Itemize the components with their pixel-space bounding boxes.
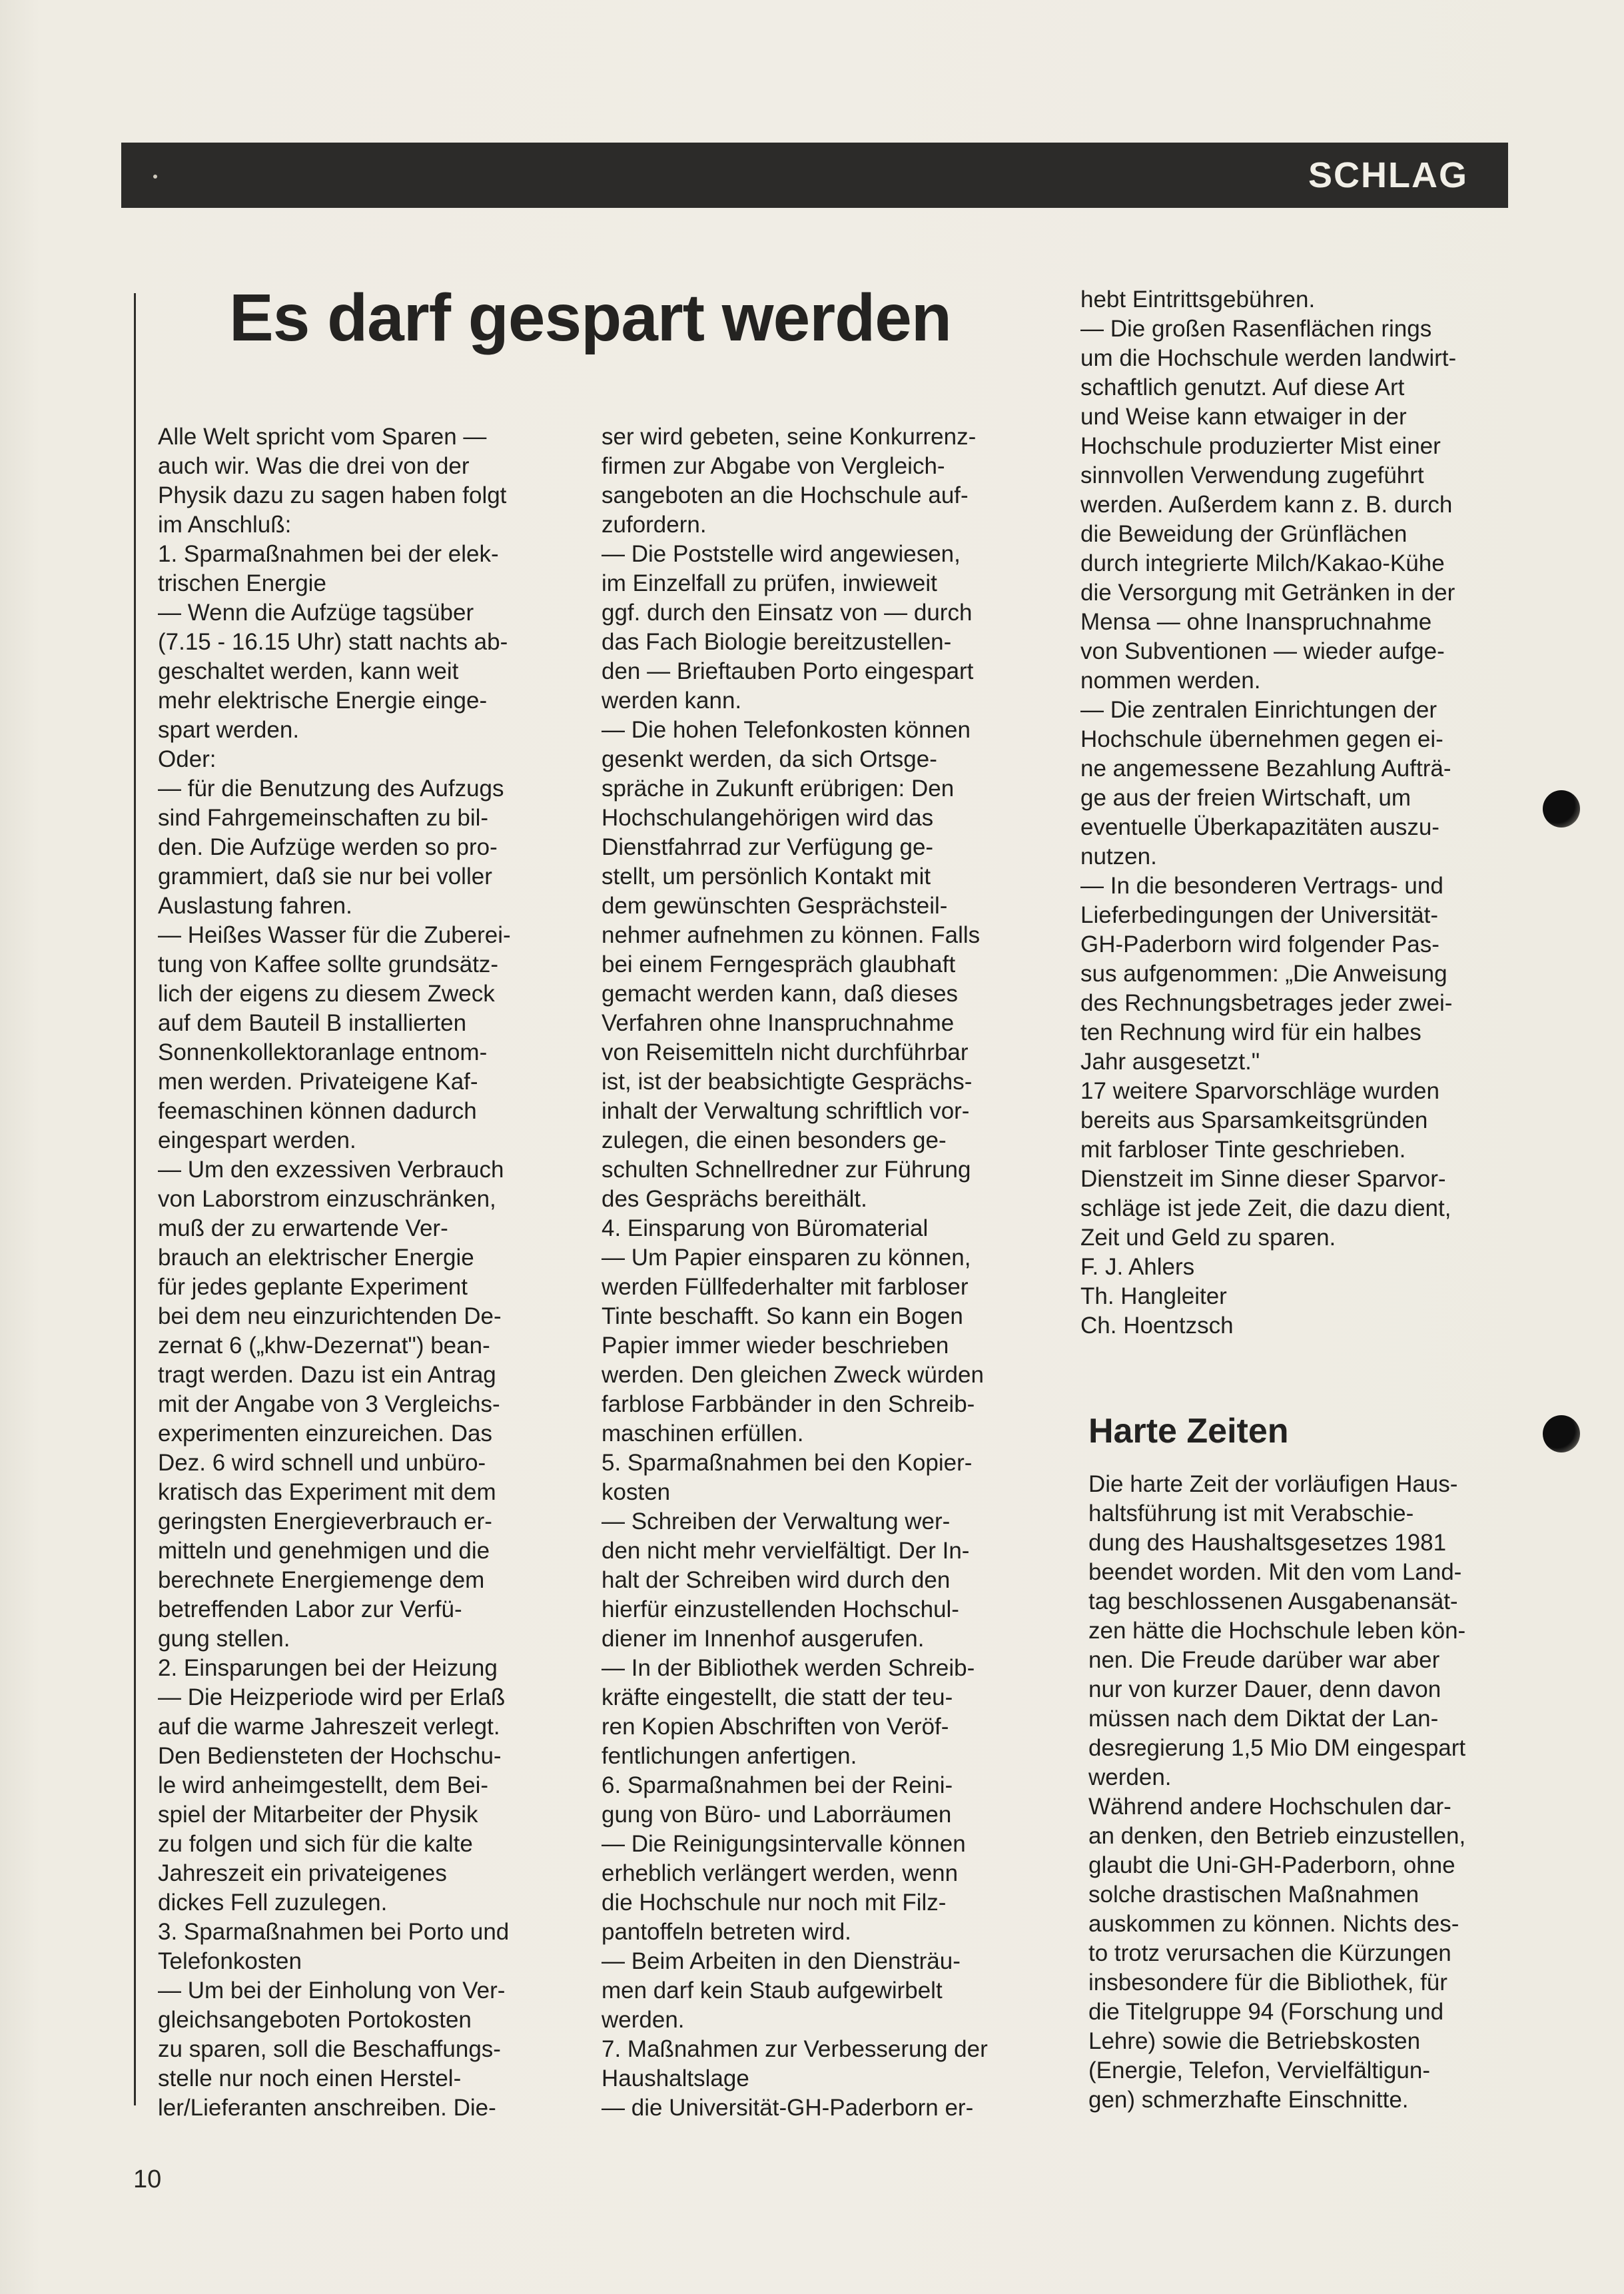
text-line: Oder: [158, 746, 216, 772]
article-headline: Es darf gespart werden [229, 281, 951, 355]
text-line: 7. Maßnahmen zur Verbesserung der [602, 2036, 988, 2062]
text-line: feemaschinen können dadurch [158, 1098, 477, 1124]
text-line: firmen zur Abgabe von Vergleich- [602, 453, 945, 479]
text-line: — In der Bibliothek werden Schreib- [602, 1655, 975, 1681]
text-line: sinnvollen Verwendung zugeführt [1080, 462, 1424, 488]
text-line: gesenkt werden, da sich Ortsge- [602, 746, 937, 772]
text-line: für jedes geplante Experiment [158, 1274, 468, 1300]
text-line: pantoffeln betreten wird. [602, 1919, 851, 1945]
text-line: — Die zentralen Einrichtungen der [1080, 697, 1437, 723]
text-line: 4. Einsparung von Büromaterial [602, 1215, 929, 1241]
text-line: solche drastischen Maßnahmen [1088, 1882, 1420, 1908]
text-line: mit der Angabe von 3 Vergleichs- [158, 1391, 500, 1417]
text-line: eventuelle Überkapazitäten auszu- [1080, 814, 1439, 840]
text-line: Dez. 6 wird schnell und unbüro- [158, 1450, 486, 1476]
text-line: das Fach Biologie bereitzustellen- [602, 629, 952, 655]
text-line: — für die Benutzung des Aufzugs [158, 776, 504, 802]
text-line: muß der zu erwartende Ver- [158, 1215, 448, 1241]
text-line: gen) schmerzhafte Einschnitte. [1088, 2087, 1409, 2113]
text-line: — Die großen Rasenflächen rings [1080, 316, 1432, 342]
text-line: zu sparen, soll die Beschaffungs- [158, 2036, 501, 2062]
text-line: im Einzelfall zu prüfen, inwieweit [602, 570, 937, 596]
text-line: auskommen zu können. Nichts des- [1088, 1911, 1459, 1937]
text-line: zu folgen und sich für die kalte [158, 1831, 473, 1857]
text-line: — Um den exzessiven Verbrauch [158, 1157, 504, 1183]
text-line: des Rechnungsbetrages jeder zwei- [1080, 990, 1453, 1016]
text-line: ge aus der freien Wirtschaft, um [1080, 785, 1412, 811]
text-line: hebt Eintrittsgebühren. [1080, 287, 1316, 312]
left-column-rule [134, 293, 136, 2105]
text-line: von Subventionen — wieder aufge- [1080, 638, 1445, 664]
text-line: maschinen erfüllen. [602, 1421, 804, 1446]
text-line: Mensa — ohne Inanspruchnahme [1080, 609, 1432, 635]
text-line: ten Rechnung wird für ein halbes [1080, 1019, 1421, 1045]
text-line: fentlichungen anfertigen. [602, 1743, 857, 1769]
text-line: hierfür einzustellenden Hochschul- [602, 1596, 959, 1622]
text-line: 2. Einsparungen bei der Heizung [158, 1655, 498, 1681]
text-line: zulegen, die einen besonders ge- [602, 1127, 947, 1153]
text-line: insbesondere für die Bibliothek, für [1088, 1970, 1447, 1996]
text-line: Tinte beschafft. So kann ein Bogen [602, 1303, 963, 1329]
text-line: sus aufgenommen: „Die Anweisung [1080, 961, 1447, 987]
text-line: gung stellen. [158, 1626, 290, 1652]
text-line: kratisch das Experiment mit dem [158, 1479, 496, 1505]
text-line: dem gewünschten Gesprächsteil- [602, 893, 948, 919]
text-line: nehmer aufnehmen zu können. Falls [602, 922, 981, 948]
text-line: dickes Fell zuzulegen. [158, 1890, 388, 1916]
text-line: Physik dazu zu sagen haben folgt [158, 482, 507, 508]
text-line: ler/Lieferanten anschreiben. Die- [158, 2095, 496, 2121]
text-line: 6. Sparmaßnahmen bei der Reini- [602, 1772, 953, 1798]
text-line: — Um bei der Einholung von Ver- [158, 1978, 506, 2004]
text-line: werden. Außerdem kann z. B. durch [1080, 492, 1453, 518]
text-line: ser wird gebeten, seine Konkurrenz- [602, 424, 977, 450]
text-line: von Laborstrom einzuschränken, [158, 1186, 496, 1212]
text-line: — Die hohen Telefonkosten können [602, 717, 971, 743]
text-line: (7.15 - 16.15 Uhr) statt nachts ab- [158, 629, 508, 655]
text-line: — Die Poststelle wird angewiesen, [602, 541, 961, 567]
text-line: grammiert, daß sie nur bei voller [158, 863, 492, 889]
text-line: Während andere Hochschulen dar- [1088, 1794, 1451, 1820]
article-column-2 [602, 422, 1034, 2123]
text-line: Die harte Zeit der vorläufigen Haus- [1088, 1471, 1458, 1497]
sidebar-text [1088, 1470, 1521, 2115]
text-line: 5. Sparmaßnahmen bei den Kopier- [602, 1450, 973, 1476]
text-line: des Gesprächs bereithält. [602, 1186, 867, 1212]
text-line: to trotz verursachen die Kürzungen [1088, 1940, 1451, 1966]
text-line: Hochschule übernehmen gegen ei- [1080, 726, 1443, 752]
text-line: 1. Sparmaßnahmen bei der elek- [158, 541, 499, 567]
text-line: Lehre) sowie die Betriebskosten [1088, 2028, 1421, 2054]
text-line: geringsten Energieverbrauch er- [158, 1508, 492, 1534]
section-header-bar [121, 143, 1508, 208]
text-line: spart werden. [158, 717, 300, 743]
text-line: werden kann. [602, 688, 742, 714]
text-line: farblose Farbbänder in den Schreib- [602, 1391, 975, 1417]
text-line: Den Bediensteten der Hochschu- [158, 1743, 502, 1769]
text-line: Alle Welt spricht vom Sparen — [158, 424, 487, 450]
text-line: werden. [1088, 1764, 1172, 1790]
text-line: kosten [602, 1479, 671, 1505]
text-line: Th. Hangleiter [1080, 1283, 1227, 1309]
text-line: bereits aus Sparsamkeitsgründen [1080, 1107, 1428, 1133]
text-line: Jahr ausgesetzt." [1080, 1049, 1260, 1075]
text-line: den. Die Aufzüge werden so pro- [158, 834, 498, 860]
text-line: Haushaltslage [602, 2065, 749, 2091]
text-line: le wird anheimgestellt, dem Bei- [158, 1772, 489, 1798]
text-line: spräche in Zukunft erübrigen: Den [602, 776, 955, 802]
text-line: glaubt die Uni-GH-Paderborn, ohne [1088, 1852, 1455, 1878]
text-line: Lieferbedingungen der Universität- [1080, 902, 1438, 928]
text-line: tag beschlossenen Ausgabenansät- [1088, 1588, 1458, 1614]
text-line: tragt werden. Dazu ist ein Antrag [158, 1362, 496, 1388]
text-line: inhalt der Verwaltung schriftlich vor- [602, 1098, 970, 1124]
text-line: Telefonkosten [158, 1948, 302, 1974]
text-line: — die Universität-GH-Paderborn er- [602, 2095, 974, 2121]
text-line: 3. Sparmaßnahmen bei Porto und [158, 1919, 510, 1945]
text-line: men darf kein Staub aufgewirbelt [602, 1978, 943, 2004]
text-line: — Heißes Wasser für die Zuberei- [158, 922, 511, 948]
text-line: schulten Schnellredner zur Führung [602, 1157, 971, 1183]
text-line: sind Fahrgemeinschaften zu bil- [158, 805, 489, 831]
text-line: ne angemessene Bezahlung Aufträ- [1080, 756, 1451, 782]
text-line: nur von kurzer Dauer, denn davon [1088, 1676, 1441, 1702]
text-line: gung von Büro- und Laborräumen [602, 1802, 952, 1828]
text-line: bei einem Ferngespräch glaubhaft [602, 951, 956, 977]
text-line: Verfahren ohne Inanspruchnahme [602, 1010, 955, 1036]
text-line: — Beim Arbeiten in den Diensträu- [602, 1948, 961, 1974]
punch-hole-icon [1543, 790, 1580, 828]
text-line: experimenten einzureichen. Das [158, 1421, 492, 1446]
text-line: mehr elektrische Energie einge- [158, 688, 488, 714]
text-line: auf die warme Jahreszeit verlegt. [158, 1714, 500, 1740]
text-line: trischen Energie [158, 570, 326, 596]
text-line: bei dem neu einzurichtenden De- [158, 1303, 502, 1329]
text-line: auch wir. Was die drei von der [158, 453, 470, 479]
text-line: lich der eigens zu diesem Zweck [158, 981, 495, 1007]
header-dot-icon [153, 175, 157, 179]
text-line: berechnete Energiemenge dem [158, 1567, 485, 1593]
text-line: sangeboten an die Hochschule auf- [602, 482, 969, 508]
text-line: ggf. durch den Einsatz von — durch [602, 600, 973, 626]
text-line: kräfte eingestellt, die statt der teu- [602, 1684, 953, 1710]
text-line: die Versorgung mit Getränken in der [1080, 580, 1455, 606]
text-line: diener im Innenhof ausgerufen. [602, 1626, 925, 1652]
text-line: Jahreszeit ein privateigenes [158, 1860, 447, 1886]
article-column-1 [158, 422, 551, 2123]
text-line: — Schreiben der Verwaltung wer- [602, 1508, 951, 1534]
text-line: Sonnenkollektoranlage entnom- [158, 1039, 488, 1065]
text-line: mit farbloser Tinte geschrieben. [1080, 1137, 1406, 1163]
text-line: zen hätte die Hochschule leben kön- [1088, 1618, 1466, 1644]
text-line: — Die Reinigungsintervalle können [602, 1831, 966, 1857]
text-line: und Weise kann etwaiger in der [1080, 404, 1407, 430]
text-line: Dienstfahrrad zur Verfügung ge- [602, 834, 934, 860]
text-line: 17 weitere Sparvorschläge wurden [1080, 1078, 1439, 1104]
text-line: im Anschluß: [158, 512, 292, 538]
section-tag: SCHLAG [1308, 155, 1468, 195]
text-line: den — Brieftauben Porto eingespart [602, 658, 974, 684]
text-line: mitteln und genehmigen und die [158, 1538, 490, 1564]
text-line: men werden. Privateigene Kaf- [158, 1069, 478, 1095]
text-line: tung von Kaffee sollte grundsätz- [158, 951, 499, 977]
text-line: zernat 6 („khw-Dezernat") bean- [158, 1333, 490, 1359]
text-line: werden Füllfederhalter mit farbloser [602, 1274, 969, 1300]
text-line: die Titelgruppe 94 (Forschung und [1088, 1999, 1444, 2025]
text-line: — Um Papier einsparen zu können, [602, 1245, 971, 1271]
text-line: Hochschule produzierter Mist einer [1080, 433, 1441, 459]
text-line: schläge ist jede Zeit, die dazu dient, [1080, 1195, 1451, 1221]
text-line: Dienstzeit im Sinne dieser Sparvor- [1080, 1166, 1446, 1192]
text-line: durch integrierte Milch/Kakao-Kühe [1080, 550, 1445, 576]
text-line: die Beweidung der Grünflächen [1080, 521, 1408, 547]
text-line: auf dem Bauteil B installierten [158, 1010, 467, 1036]
text-line: — Wenn die Aufzüge tagsüber [158, 600, 474, 626]
page-number: 10 [133, 2165, 162, 2193]
text-line: stelle nur noch einen Herstel- [158, 2065, 462, 2091]
text-line: zufordern. [602, 512, 707, 538]
text-line: werden. Den gleichen Zweck würden [602, 1362, 984, 1388]
text-line: die Hochschule nur noch mit Filz- [602, 1890, 947, 1916]
text-line: von Reisemitteln nicht durchführbar [602, 1039, 969, 1065]
text-line: nommen werden. [1080, 668, 1261, 694]
text-line: nutzen. [1080, 844, 1157, 869]
text-line: desregierung 1,5 Mio DM eingespart [1088, 1735, 1466, 1761]
text-line: an denken, den Betrieb einzustellen, [1088, 1823, 1466, 1849]
text-line: — Die Heizperiode wird per Erlaß [158, 1684, 506, 1710]
text-line: brauch an elektrischer Energie [158, 1245, 474, 1271]
text-line: schaftlich genutzt. Auf diese Art [1080, 374, 1405, 400]
text-line: stellt, um persönlich Kontakt mit [602, 863, 931, 889]
text-line: haltsführung ist mit Verabschie- [1088, 1500, 1414, 1526]
text-line: geschaltet werden, kann weit [158, 658, 459, 684]
text-line: den nicht mehr vervielfältigt. Der In- [602, 1538, 970, 1564]
text-line: Papier immer wieder beschrieben [602, 1333, 949, 1359]
text-line: eingespart werden. [158, 1127, 356, 1153]
text-line: F. J. Ahlers [1080, 1254, 1195, 1280]
sidebar-headline: Harte Zeiten [1088, 1412, 1289, 1450]
punch-hole-icon [1543, 1415, 1580, 1452]
text-line: gemacht werden kann, daß dieses [602, 981, 959, 1007]
text-line: erheblich verlängert werden, wenn [602, 1860, 959, 1886]
text-line: werden. [602, 2007, 685, 2033]
text-line: ren Kopien Abschriften von Veröf- [602, 1714, 949, 1740]
text-line: gleichsangeboten Portokosten [158, 2007, 472, 2033]
article-column-3 [1080, 285, 1513, 1341]
text-line: halt der Schreiben wird durch den [602, 1567, 951, 1593]
text-line: Zeit und Geld zu sparen. [1080, 1225, 1336, 1251]
text-line: nen. Die Freude darüber war aber [1088, 1647, 1440, 1673]
text-line: — In die besonderen Vertrags- und [1080, 873, 1443, 899]
text-line: GH-Paderborn wird folgender Pas- [1080, 931, 1439, 957]
text-line: (Energie, Telefon, Vervielfältigun- [1088, 2057, 1430, 2083]
text-line: müssen nach dem Diktat der Lan- [1088, 1706, 1439, 1732]
text-line: betreffenden Labor zur Verfü- [158, 1596, 462, 1622]
text-line: Auslastung fahren. [158, 893, 352, 919]
text-line: Hochschulangehörigen wird das [602, 805, 934, 831]
text-line: Ch. Hoentzsch [1080, 1313, 1234, 1339]
text-line: beendet worden. Mit den vom Land- [1088, 1559, 1462, 1585]
text-line: spiel der Mitarbeiter der Physik [158, 1802, 478, 1828]
text-line: um die Hochschule werden landwirt- [1080, 345, 1457, 371]
text-line: ist, ist der beabsichtigte Gesprächs- [602, 1069, 973, 1095]
text-line: dung des Haushaltsgesetzes 1981 [1088, 1530, 1447, 1556]
